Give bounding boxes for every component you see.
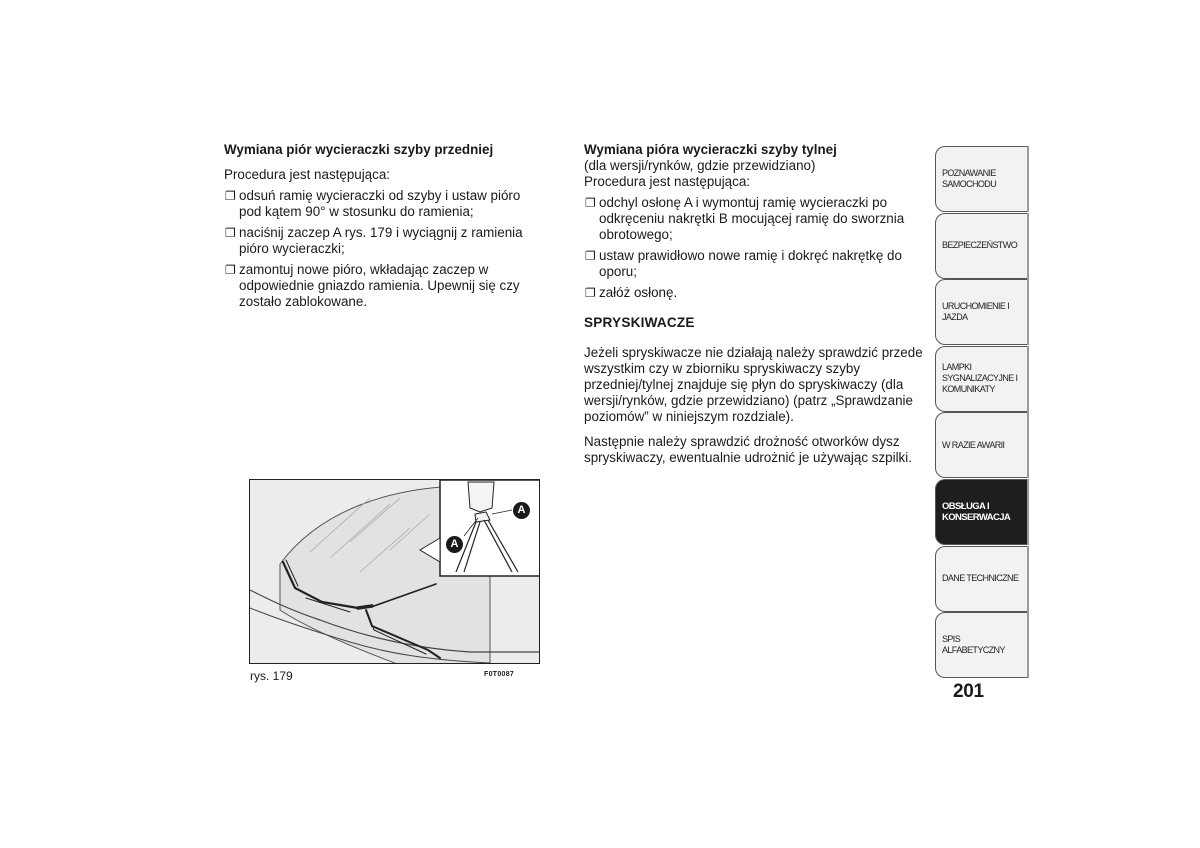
checkbox-bullet-icon: ❐ (225, 226, 236, 240)
checkbox-bullet-icon: ❐ (585, 196, 596, 210)
rear-wiper-intro: Procedura jest następująca: (584, 174, 750, 189)
washers-section-title: SPRYSKIWACZE (584, 315, 695, 330)
tab-label: W RAZIE AWARII (942, 439, 1005, 450)
chapter-tabs (935, 146, 1027, 679)
tab-bezpieczenstwo[interactable] (935, 213, 1027, 279)
tab-label: LAMPKI SYGNALIZACYJNE I KOMUNIKATY (942, 362, 1018, 395)
rear-wiper-steps (584, 195, 926, 301)
tab-dane-techniczne[interactable] (935, 546, 1027, 612)
front-wiper-intro: Procedura jest następująca: (224, 167, 390, 182)
checkbox-bullet-icon: ❐ (585, 249, 596, 263)
rear-wiper-subheading: (dla wersji/rynków, gdzie przewidziano) (584, 158, 816, 173)
checkbox-bullet-icon: ❐ (225, 189, 236, 203)
wiper-illustration (249, 479, 540, 664)
tab-label: POZNAWANIE SAMOCHODU (942, 168, 997, 189)
list-item (584, 285, 926, 301)
tab-lampki-sygnalizacyjne[interactable] (935, 346, 1027, 412)
tab-spis-alfabetyczny[interactable] (935, 612, 1027, 678)
tab-obsluga-i-konserwacja[interactable] (935, 479, 1027, 545)
figure-code: F0T0087 (484, 671, 515, 678)
list-item (224, 262, 546, 310)
tab-poznawanie-samochodu[interactable] (935, 146, 1027, 212)
list-item (584, 248, 926, 280)
step-text: ustaw prawidłowo nowe ramię i dokręć nakrętkę do oporu; (599, 248, 902, 279)
list-item (224, 188, 546, 220)
step-text: zamontuj nowe pióro, wkładając zaczep w odpowiednie gniazdo ramienia. Upewnij się czy zostało zablokowane. (239, 262, 520, 309)
tab-uruchomienie-i-jazda[interactable] (935, 279, 1027, 345)
step-text: załóż osłonę. (599, 285, 678, 300)
washers-paragraph: Następnie należy sprawdzić drożność otworków dysz spryskiwaczy, ewentualnie udrożnić je używając szpilki. (584, 433, 912, 465)
step-text: odchyl osłonę A i wymontuj ramię wycieraczki po odkręceniu nakrętki B mocującej ramię do sworznia obrotowego; (599, 195, 905, 242)
front-wiper-steps (224, 188, 546, 310)
step-text: odsuń ramię wycieraczki od szyby i ustaw pióro pod kątem 90° w stosunku do ramienia; (239, 188, 521, 219)
tab-w-razie-awarii[interactable] (935, 412, 1027, 478)
list-item (224, 225, 546, 257)
front-wiper-heading: Wymiana piór wycieraczki szyby przedniej (224, 142, 494, 157)
callout-a-right-badge: A (513, 502, 530, 519)
washers-paragraph: Jeżeli spryskiwacze nie działają należy sprawdzić przede wszystkim czy w zbiorniku spryskiwaczy szyby przedniej/tylnej znajduje się płyn do spryskiwaczy (dla wersji/rynków, gdzie przewidziano) (patrz „Sprawdzanie poziomów” w niniejszym rozdziale). (584, 344, 923, 424)
tab-label: BEZPIECZEŃSTWO (942, 240, 1018, 251)
rear-wiper-heading: Wymiana pióra wycieraczki szyby tylnej (584, 142, 837, 157)
list-item (584, 195, 926, 243)
checkbox-bullet-icon: ❐ (225, 263, 236, 277)
checkbox-bullet-icon: ❐ (585, 286, 596, 300)
tab-label: SPIS ALFABETYCZNY (942, 634, 1005, 656)
right-column (584, 142, 926, 466)
figure-caption: rys. 179 (250, 669, 293, 683)
callout-a-left-badge: A (446, 536, 463, 553)
tab-label: DANE TECHNICZNE (942, 573, 1019, 584)
wiper-drawing (250, 480, 540, 664)
page-number: 201 (953, 681, 984, 702)
tab-label: OBSŁUGA I KONSERWACJA (942, 500, 1011, 523)
step-text: naciśnij zaczep A rys. 179 i wyciągnij z ramienia pióro wycieraczki; (239, 225, 523, 256)
left-column (224, 142, 546, 310)
tab-label: URUCHOMIENIE I JAZDA (942, 301, 1010, 323)
